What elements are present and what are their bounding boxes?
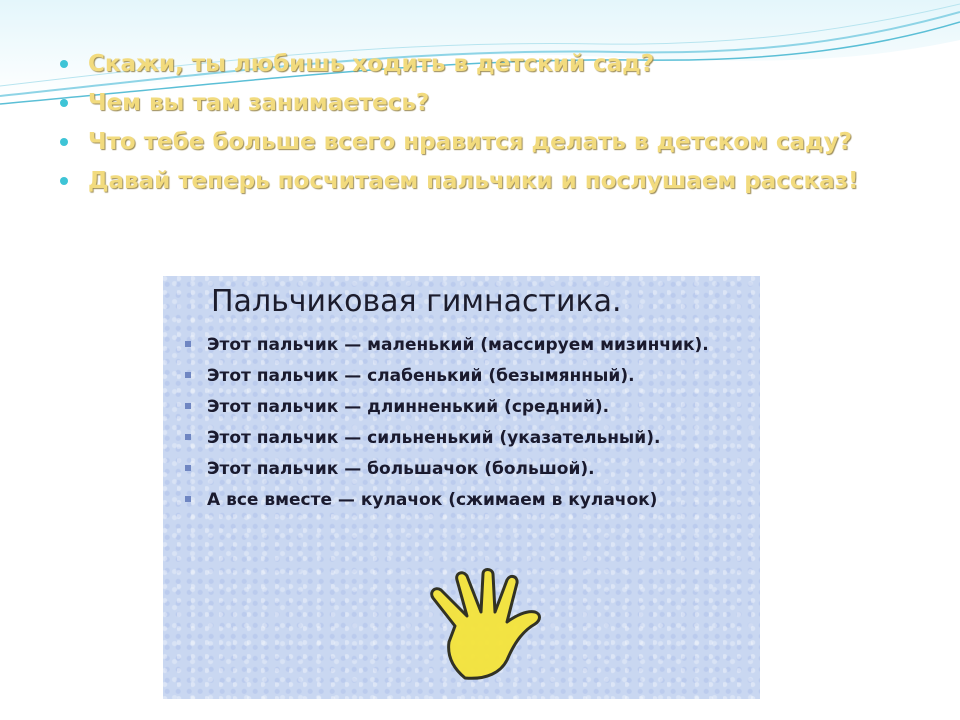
bullet-square: [185, 403, 191, 409]
question-item: [60, 165, 920, 198]
bullet-square: [185, 372, 191, 378]
panel-title: Пальчиковая гимнастика.: [211, 284, 622, 319]
step-item: [185, 487, 745, 513]
step-item: [185, 394, 745, 420]
bullet-dot: [60, 177, 68, 185]
question-text: Чем вы там занимаетесь?: [88, 90, 430, 116]
step-item: [185, 425, 745, 451]
bullet-square: [185, 465, 191, 471]
question-text: Скажи, ты любишь ходить в детский сад?: [88, 51, 655, 77]
question-text: Давай теперь посчитаем пальчики и послушаем рассказ!: [88, 168, 859, 194]
finger-gymnastics-panel: [163, 276, 760, 699]
step-text: Этот пальчик — сильненький (указательный).: [207, 428, 661, 448]
bullet-square: [185, 434, 191, 440]
question-item: [60, 126, 920, 159]
question-item: [60, 87, 920, 120]
bullet-square: [185, 496, 191, 502]
question-list: [60, 48, 920, 204]
gymnastics-steps: [185, 332, 745, 518]
yellow-hand-icon: [395, 568, 585, 688]
step-text: Этот пальчик — маленький (массируем мизинчик).: [207, 335, 709, 355]
bullet-dot: [60, 99, 68, 107]
bullet-dot: [60, 60, 68, 68]
step-text: Этот пальчик — большачок (большой).: [207, 459, 595, 479]
bullet-dot: [60, 138, 68, 146]
bullet-square: [185, 341, 191, 347]
step-text: Этот пальчик — слабенький (безымянный).: [207, 366, 635, 386]
step-item: [185, 332, 745, 358]
step-item: [185, 456, 745, 482]
step-item: [185, 363, 745, 389]
question-text: Что тебе больше всего нравится делать в детском саду?: [88, 129, 852, 155]
question-item: [60, 48, 920, 81]
step-text: Этот пальчик — длинненький (средний).: [207, 397, 610, 417]
step-text: А все вместе — кулачок (сжимаем в кулачок): [207, 490, 658, 510]
